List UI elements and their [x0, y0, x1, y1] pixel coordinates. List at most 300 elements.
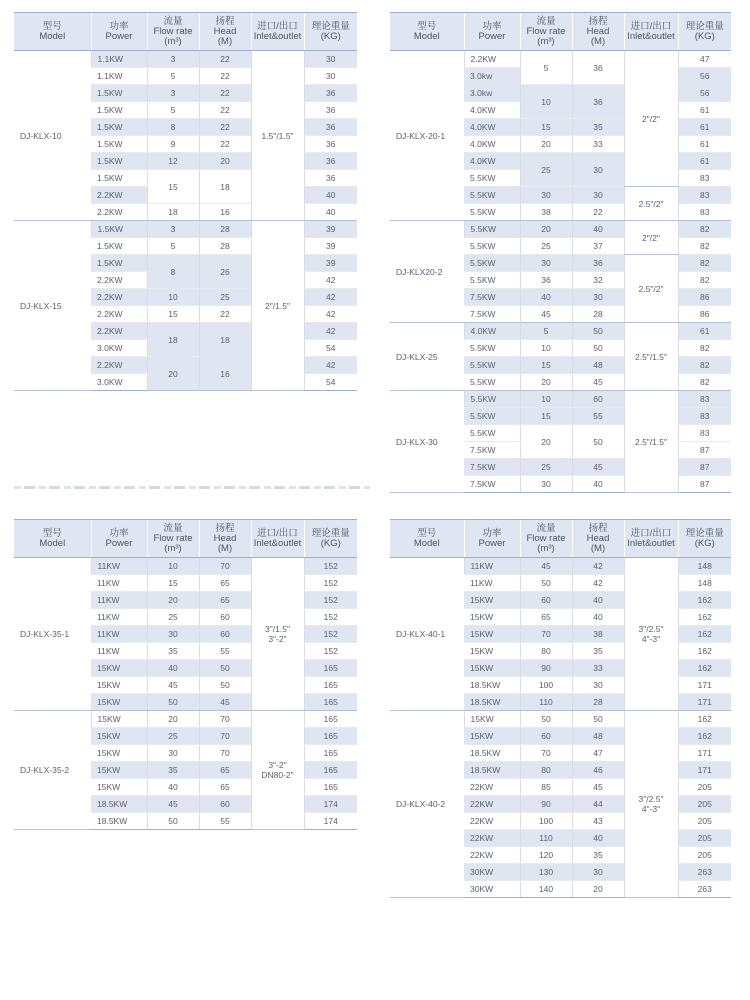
header-weight — [304, 13, 357, 51]
flow-cell: 45 — [520, 558, 572, 575]
flow-cell: 90 — [520, 660, 572, 677]
flow-cell: 10 — [147, 558, 199, 575]
header-power — [91, 13, 147, 51]
header-head-line: (M) — [217, 35, 233, 47]
head-cell: 35 — [572, 119, 624, 136]
weight-cell: 152 — [304, 558, 357, 575]
header-inlet-line: 进口/出口 — [257, 527, 298, 539]
power-cell: 5.5KW — [464, 374, 520, 391]
power-cell: 7.5KW — [464, 476, 520, 493]
head-cell: 60 — [199, 609, 251, 626]
header-flow — [520, 520, 572, 558]
weight-cell: 174 — [304, 813, 357, 830]
header-power-line: Power — [478, 537, 506, 549]
head-cell: 55 — [199, 813, 251, 830]
weight-cell: 42 — [304, 272, 357, 289]
head-cell: 30 — [572, 289, 624, 306]
power-cell: 5.5KW — [464, 238, 520, 255]
weight-cell: 205 — [678, 796, 731, 813]
head-cell: 70 — [199, 745, 251, 762]
head-cell: 40 — [572, 476, 624, 493]
head-cell: 45 — [572, 779, 624, 796]
header-flow-line: Flow rate — [153, 532, 193, 544]
header-model-line: 型号 — [42, 20, 62, 32]
header-power — [91, 520, 147, 558]
header-head-line: Head — [586, 532, 610, 544]
weight-cell: 205 — [678, 813, 731, 830]
flow-cell: 100 — [520, 813, 572, 830]
weight-cell: 174 — [304, 796, 357, 813]
power-cell: 2.2KW — [91, 204, 147, 221]
weight-cell: 162 — [678, 728, 731, 745]
header-flow-line: 流量 — [536, 15, 556, 27]
header-model-line: Model — [413, 30, 440, 42]
head-cell: 50 — [572, 425, 624, 459]
header-weight-line: (KG) — [320, 30, 341, 42]
header-model — [14, 520, 91, 558]
weight-cell: 82 — [678, 221, 731, 238]
power-cell: 15KW — [91, 711, 147, 728]
power-cell: 3.0kw — [464, 68, 520, 85]
weight-cell: 36 — [304, 153, 357, 170]
flow-cell: 60 — [520, 728, 572, 745]
flow-cell: 30 — [147, 626, 199, 643]
header-head-line: Head — [586, 25, 610, 37]
header-flow — [147, 520, 199, 558]
weight-cell: 30 — [304, 51, 357, 68]
header-head-line: 扬程 — [215, 522, 235, 534]
head-cell: 22 — [199, 119, 251, 136]
power-cell: 3.0KW — [91, 340, 147, 357]
table-row — [14, 558, 357, 575]
power-cell: 15KW — [464, 643, 520, 660]
head-cell: 22 — [199, 306, 251, 323]
power-cell: 2.2KW — [464, 51, 520, 68]
weight-cell: 54 — [304, 340, 357, 357]
header-head-line: (M) — [590, 542, 606, 554]
weight-cell: 39 — [304, 255, 357, 272]
weight-cell: 39 — [304, 238, 357, 255]
weight-cell: 56 — [678, 85, 731, 102]
model-name: DJ-KLX-40-1 — [390, 558, 464, 711]
power-cell: 15KW — [464, 660, 520, 677]
head-cell: 65 — [199, 575, 251, 592]
header-head — [572, 13, 624, 51]
inlet-outlet-cell: 2"/2" — [624, 51, 678, 187]
header-flow-line: Flow rate — [153, 25, 193, 37]
weight-cell: 152 — [304, 575, 357, 592]
pump-table-klx-20-30 — [390, 12, 731, 493]
weight-cell: 40 — [304, 204, 357, 221]
power-cell: 5.5KW — [464, 340, 520, 357]
header-weight-line: (KG) — [320, 537, 341, 549]
header-weight — [678, 520, 731, 558]
flow-cell: 40 — [520, 289, 572, 306]
head-cell: 42 — [572, 575, 624, 592]
weight-cell: 165 — [304, 711, 357, 728]
table-row — [390, 391, 731, 408]
header-inlet — [624, 13, 678, 51]
power-cell: 18.5KW — [464, 745, 520, 762]
inlet-outlet-cell: 3"/2.5" 4"-3" — [624, 558, 678, 711]
head-cell: 45 — [572, 459, 624, 476]
power-cell: 1.5KW — [91, 102, 147, 119]
header-flow-line: 流量 — [163, 15, 183, 27]
weight-cell: 86 — [678, 306, 731, 323]
head-cell: 60 — [199, 626, 251, 643]
flow-cell: 3 — [147, 221, 199, 238]
header-power-line: Power — [105, 537, 133, 549]
weight-cell: 162 — [678, 643, 731, 660]
table-row — [14, 711, 357, 728]
header-model — [390, 520, 464, 558]
head-cell: 48 — [572, 357, 624, 374]
power-cell: 15KW — [91, 660, 147, 677]
power-cell: 15KW — [91, 677, 147, 694]
power-cell: 1.5KW — [91, 238, 147, 255]
power-cell: 2.2KW — [91, 357, 147, 374]
flow-cell: 100 — [520, 677, 572, 694]
power-cell: 22KW — [464, 813, 520, 830]
weight-cell: 171 — [678, 677, 731, 694]
header-power — [464, 520, 520, 558]
head-cell: 43 — [572, 813, 624, 830]
head-cell: 40 — [572, 609, 624, 626]
header-inlet-line: 进口/出口 — [630, 20, 672, 32]
head-cell: 28 — [572, 306, 624, 323]
head-cell: 22 — [199, 68, 251, 85]
head-cell: 42 — [572, 558, 624, 575]
header-weight-line: 理论重量 — [685, 20, 724, 32]
power-cell: 15KW — [464, 609, 520, 626]
flow-cell: 36 — [520, 272, 572, 289]
head-cell: 30 — [572, 187, 624, 204]
power-cell: 1.5KW — [91, 85, 147, 102]
inlet-outlet-cell: 2"/1.5" — [251, 221, 304, 391]
weight-cell: 83 — [678, 408, 731, 425]
flow-cell: 50 — [147, 813, 199, 830]
weight-cell: 171 — [678, 762, 731, 779]
weight-cell: 47 — [678, 51, 731, 68]
header-inlet-line: Inlet&outlet — [627, 30, 675, 42]
flow-cell: 5 — [520, 323, 572, 340]
power-cell: 15KW — [91, 694, 147, 711]
head-cell: 33 — [572, 136, 624, 153]
power-cell: 5.5KW — [464, 425, 520, 442]
power-cell: 3.0KW — [91, 374, 147, 391]
header-model-line: Model — [413, 537, 440, 549]
weight-cell: 162 — [678, 660, 731, 677]
table-row — [14, 221, 357, 238]
power-cell: 1.5KW — [91, 119, 147, 136]
header-flow-line: 流量 — [163, 522, 183, 534]
flow-cell: 20 — [147, 711, 199, 728]
header-power-line: 功率 — [482, 20, 502, 32]
header-weight — [678, 13, 731, 51]
power-cell: 1.5KW — [91, 136, 147, 153]
weight-cell: 42 — [304, 357, 357, 374]
weight-cell: 36 — [304, 119, 357, 136]
flow-cell: 25 — [147, 609, 199, 626]
flow-cell: 20 — [520, 221, 572, 238]
weight-cell: 87 — [678, 442, 731, 459]
header-weight-line: (KG) — [694, 537, 715, 549]
power-cell: 11KW — [464, 558, 520, 575]
flow-cell: 12 — [147, 153, 199, 170]
weight-cell: 162 — [678, 626, 731, 643]
flow-cell: 18 — [147, 204, 199, 221]
blurred-caption-strip — [14, 486, 370, 489]
head-cell: 45 — [572, 374, 624, 391]
weight-cell: 42 — [304, 289, 357, 306]
flow-cell: 9 — [147, 136, 199, 153]
power-cell: 11KW — [91, 609, 147, 626]
head-cell: 28 — [199, 238, 251, 255]
header-head-line: Head — [213, 25, 237, 37]
flow-cell: 70 — [520, 745, 572, 762]
model-name: DJ-KLX-10 — [14, 51, 91, 221]
inlet-outlet-cell: 3"/2.5" 4"-3" — [624, 711, 678, 898]
inlet-outlet-cell: 2.5"/1.5" — [624, 391, 678, 493]
head-cell: 33 — [572, 660, 624, 677]
table-row — [390, 323, 731, 340]
power-cell: 15KW — [91, 745, 147, 762]
head-cell: 46 — [572, 762, 624, 779]
head-cell: 35 — [572, 643, 624, 660]
flow-cell: 40 — [147, 779, 199, 796]
header-weight-line: 理论重量 — [311, 20, 350, 32]
weight-cell: 165 — [304, 694, 357, 711]
weight-cell: 61 — [678, 153, 731, 170]
flow-cell: 15 — [520, 357, 572, 374]
model-name: DJ-KLX-20-1 — [390, 51, 464, 221]
header-weight-line: 理论重量 — [311, 527, 350, 539]
flow-cell: 120 — [520, 847, 572, 864]
flow-cell: 10 — [520, 85, 572, 119]
header-head — [572, 520, 624, 558]
flow-cell: 15 — [520, 119, 572, 136]
header-inlet — [624, 520, 678, 558]
weight-cell: 87 — [678, 476, 731, 493]
head-cell: 65 — [199, 779, 251, 796]
flow-cell: 80 — [520, 762, 572, 779]
flow-cell: 10 — [147, 289, 199, 306]
head-cell: 22 — [199, 51, 251, 68]
header-inlet-line: 进口/出口 — [257, 20, 298, 32]
weight-cell: 165 — [304, 779, 357, 796]
header-inlet-line: Inlet&outlet — [253, 30, 302, 42]
weight-cell: 205 — [678, 847, 731, 864]
head-cell: 16 — [199, 204, 251, 221]
head-cell: 22 — [199, 85, 251, 102]
flow-cell: 70 — [520, 626, 572, 643]
power-cell: 30KW — [464, 881, 520, 898]
weight-cell: 86 — [678, 289, 731, 306]
weight-cell: 162 — [678, 711, 731, 728]
weight-cell: 82 — [678, 255, 731, 272]
weight-cell: 165 — [304, 728, 357, 745]
flow-cell: 25 — [520, 459, 572, 476]
power-cell: 15KW — [464, 728, 520, 745]
header-flow-line: (m³) — [164, 542, 182, 554]
weight-cell: 87 — [678, 459, 731, 476]
power-cell: 4.0KW — [464, 136, 520, 153]
header-flow-line: Flow rate — [526, 532, 566, 544]
power-cell: 15KW — [464, 626, 520, 643]
head-cell: 38 — [572, 626, 624, 643]
weight-cell: 82 — [678, 357, 731, 374]
head-cell: 18 — [199, 323, 251, 357]
head-cell: 50 — [199, 677, 251, 694]
flow-cell: 60 — [520, 592, 572, 609]
model-name: DJ-KLX-30 — [390, 391, 464, 493]
power-cell: 5.5KW — [464, 204, 520, 221]
flow-cell: 20 — [520, 374, 572, 391]
header-inlet-line: 进口/出口 — [630, 527, 672, 539]
header-model — [14, 13, 91, 51]
weight-cell: 36 — [304, 85, 357, 102]
header-head-line: (M) — [217, 542, 233, 554]
inlet-outlet-cell: 3"/1.5" 3"-2" — [251, 558, 304, 711]
flow-cell: 3 — [147, 85, 199, 102]
flow-cell: 5 — [147, 68, 199, 85]
flow-cell: 30 — [147, 745, 199, 762]
head-cell: 60 — [572, 391, 624, 408]
power-cell: 5.5KW — [464, 255, 520, 272]
flow-cell: 20 — [520, 136, 572, 153]
head-cell: 22 — [572, 204, 624, 221]
header-inlet — [251, 13, 304, 51]
table-row — [390, 558, 731, 575]
head-cell: 48 — [572, 728, 624, 745]
flow-cell: 10 — [520, 391, 572, 408]
header-head — [199, 13, 251, 51]
header-power-line: 功率 — [482, 527, 502, 539]
power-cell: 11KW — [91, 575, 147, 592]
weight-cell: 165 — [304, 762, 357, 779]
header-power-line: Power — [478, 30, 506, 42]
power-cell: 22KW — [464, 830, 520, 847]
head-cell: 65 — [199, 762, 251, 779]
flow-cell: 30 — [520, 476, 572, 493]
head-cell: 20 — [572, 881, 624, 898]
power-cell: 22KW — [464, 796, 520, 813]
flow-cell: 110 — [520, 830, 572, 847]
flow-cell: 110 — [520, 694, 572, 711]
flow-cell: 25 — [520, 238, 572, 255]
power-cell: 4.0KW — [464, 153, 520, 170]
power-cell: 18.5KW — [91, 813, 147, 830]
inlet-outlet-cell: 1.5"/1.5" — [251, 51, 304, 221]
header-flow-line: (m³) — [537, 542, 555, 554]
inlet-outlet-cell: 3"-2" DN80-2" — [251, 711, 304, 830]
weight-cell: 61 — [678, 119, 731, 136]
head-cell: 22 — [199, 136, 251, 153]
inlet-outlet-cell: 2"/2" — [624, 221, 678, 255]
weight-cell: 148 — [678, 558, 731, 575]
head-cell: 40 — [572, 592, 624, 609]
weight-cell: 82 — [678, 374, 731, 391]
weight-cell: 152 — [304, 643, 357, 660]
weight-cell: 39 — [304, 221, 357, 238]
weight-cell: 82 — [678, 272, 731, 289]
flow-cell: 65 — [520, 609, 572, 626]
head-cell: 70 — [199, 711, 251, 728]
header-model-line: 型号 — [417, 527, 437, 539]
head-cell: 50 — [572, 323, 624, 340]
header-power — [464, 13, 520, 51]
header-flow-line: (m³) — [537, 35, 555, 47]
weight-cell: 61 — [678, 136, 731, 153]
flow-cell: 45 — [147, 796, 199, 813]
power-cell: 11KW — [91, 626, 147, 643]
weight-cell: 82 — [678, 238, 731, 255]
weight-cell: 83 — [678, 170, 731, 187]
power-cell: 1.1KW — [91, 68, 147, 85]
header-flow-line: 流量 — [536, 522, 556, 534]
power-cell: 22KW — [464, 847, 520, 864]
power-cell: 11KW — [91, 643, 147, 660]
pump-table-klx-35 — [14, 519, 357, 830]
flow-cell: 5 — [147, 102, 199, 119]
table-row — [390, 221, 731, 238]
power-cell: 5.5KW — [464, 391, 520, 408]
header-flow-line: (m³) — [164, 35, 182, 47]
power-cell: 15KW — [464, 592, 520, 609]
power-cell: 15KW — [464, 711, 520, 728]
header-power-line: Power — [105, 30, 133, 42]
head-cell: 70 — [199, 558, 251, 575]
flow-cell: 25 — [147, 728, 199, 745]
flow-cell: 18 — [147, 323, 199, 357]
flow-cell: 40 — [147, 660, 199, 677]
power-cell: 2.2KW — [91, 289, 147, 306]
head-cell: 55 — [572, 408, 624, 425]
weight-cell: 263 — [678, 881, 731, 898]
header-head-line: 扬程 — [588, 15, 608, 27]
head-cell: 36 — [572, 51, 624, 85]
weight-cell: 61 — [678, 102, 731, 119]
header-flow — [520, 13, 572, 51]
header-model-line: 型号 — [417, 20, 437, 32]
weight-cell: 36 — [304, 170, 357, 187]
flow-cell: 8 — [147, 119, 199, 136]
weight-cell: 30 — [304, 68, 357, 85]
flow-cell: 130 — [520, 864, 572, 881]
header-head — [199, 520, 251, 558]
weight-cell: 171 — [678, 694, 731, 711]
head-cell: 26 — [199, 255, 251, 289]
header-weight — [304, 520, 357, 558]
header-head-line: Head — [213, 532, 237, 544]
power-cell: 11KW — [91, 592, 147, 609]
head-cell: 25 — [199, 289, 251, 306]
weight-cell: 36 — [304, 136, 357, 153]
weight-cell: 56 — [678, 68, 731, 85]
flow-cell: 20 — [147, 357, 199, 391]
pump-table-klx-10-15 — [14, 12, 357, 391]
flow-cell: 15 — [147, 306, 199, 323]
head-cell: 22 — [199, 102, 251, 119]
weight-cell: 42 — [304, 323, 357, 340]
weight-cell: 83 — [678, 391, 731, 408]
model-name: DJ-KLX-25 — [390, 323, 464, 391]
table-row — [14, 51, 357, 68]
power-cell: 5.5KW — [464, 272, 520, 289]
flow-cell: 30 — [520, 187, 572, 204]
flow-cell: 80 — [520, 643, 572, 660]
power-cell: 1.5KW — [91, 153, 147, 170]
